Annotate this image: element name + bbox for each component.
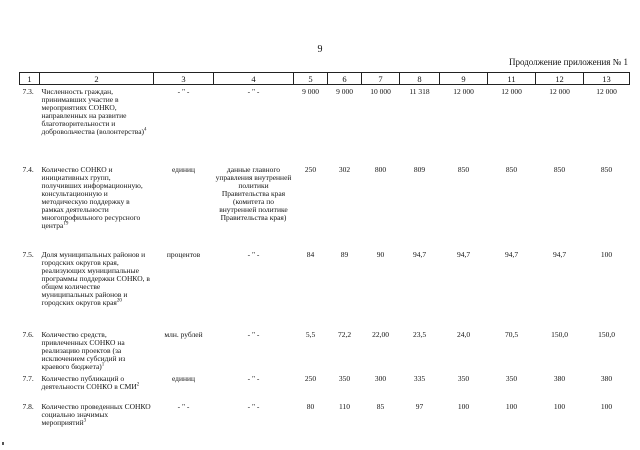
indicator-text: Количество средств, привлеченных СОНКО на реализацию проектов (за исключением субсидий из краевого бюджета) [41,329,126,371]
value-cell: 302 [338,164,351,174]
column-header: 2 [40,73,154,85]
value-cell: 100 [457,401,470,411]
value-cell: 100 [553,401,566,411]
column-header: 9 [440,73,488,85]
table-row [20,248,630,328]
row-number: 7.8. [22,401,34,411]
unit-cell: - " - [177,87,190,96]
footnote-mark: 20 [116,298,122,303]
value-cell: 250 [304,373,317,383]
value-cell: 850 [505,164,518,174]
indicator-name [40,85,154,163]
value-cell: 110 [339,401,350,411]
footnote-mark: 2 [136,382,140,387]
value-cell: 9 000 [302,87,319,96]
value-cell: 150,0 [598,329,615,339]
value-cell: 800 [374,164,387,174]
unit-cell: - " - [177,401,190,411]
value-cell: 100 [600,249,613,259]
value-cell: 12 000 [596,87,617,96]
value-cell: 350 [457,373,470,383]
column-header: 11 [488,73,536,85]
value-cell: 850 [457,164,470,174]
value-cell: 11 318 [409,87,430,96]
value-cell: 89 [340,249,349,259]
scan-speck [2,442,4,445]
value-cell: 10 000 [370,87,391,96]
value-cell: 85 [376,401,385,411]
value-cell: 12 000 [453,87,474,96]
column-header: 7 [362,73,400,85]
value-cell: 97 [415,401,424,411]
source-cell: - " - [247,329,260,339]
value-cell: 94,7 [504,249,519,259]
value-cell: 84 [306,249,315,259]
column-header: 1 [20,73,40,85]
indicator-name [40,400,154,428]
value-cell: 22,00 [372,329,389,339]
value-cell: 100 [600,401,613,411]
value-cell: 100 [505,401,518,411]
source-cell: - " - [247,401,260,411]
indicator-text: Численность граждан, принимавших участие в мероприятиях СОНКО, направленных на развитие благотворительности и добровольчества (волонтерства) [41,87,145,136]
value-cell: 380 [600,373,613,383]
indicator-name [40,372,154,400]
value-cell: 80 [306,401,315,411]
value-cell: 70,5 [504,329,519,339]
appendix-continuation-note: Продолжение приложения № 1 [508,57,628,67]
indicator-name [40,248,154,328]
value-cell: 5,5 [305,329,316,339]
indicator-text: Количество СОНКО и инициативных групп, получивших информационную, консультационную и методическую поддержку в рамках деятельности многопрофильного ресурсного центра [41,164,143,230]
unit-cell: единиц [171,164,196,174]
value-cell: 90 [376,249,385,259]
value-cell: 23,5 [412,329,427,339]
value-cell: 850 [553,164,566,174]
column-header: 13 [584,73,630,85]
value-cell: 12 000 [501,87,522,96]
value-cell: 300 [374,373,387,383]
source-cell: - " - [247,373,260,383]
unit-cell: млн. рублей [164,329,203,339]
value-cell: 9 000 [336,87,353,96]
indicator-name [40,328,154,372]
value-cell: 809 [413,164,426,174]
row-number: 7.4. [22,164,34,174]
column-header: 4 [214,73,294,85]
value-cell: 150,0 [551,329,568,339]
column-header: 5 [294,73,328,85]
unit-cell: процентов [166,249,201,259]
indicator-text: Количество проведенных СОНКО социально значимых мероприятий [41,401,151,427]
column-header: 12 [536,73,584,85]
table-row [20,372,630,400]
row-number: 7.7. [22,373,34,383]
value-cell: 12 000 [549,87,570,96]
table-row [20,163,630,248]
indicator-text: Количество публикаций о деятельности СОНКО в СМИ [41,373,137,391]
row-number: 7.6. [22,329,34,339]
value-cell: 250 [304,164,317,174]
page-number: 9 [317,44,323,55]
column-header: 8 [400,73,440,85]
column-header: 6 [328,73,362,85]
footnote-mark: 19 [63,221,69,226]
value-cell: 850 [600,164,613,174]
table-row [20,85,630,163]
value-cell: 94,7 [412,249,427,259]
table-row [20,328,630,372]
row-number: 7.5. [22,249,34,259]
footnote-mark: 3 [83,418,87,423]
value-cell: 72,2 [337,329,352,339]
indicator-text: Доля муниципальных районов и городских округов края, реализующих муниципальные программы поддержки СОНКО, в общем количестве муниципальных районов и городских округов края [41,249,150,307]
source-cell: - " - [247,87,260,96]
value-cell: 350 [505,373,518,383]
value-cell: 94,7 [552,249,567,259]
row-number: 7.3. [22,87,34,96]
value-cell: 350 [338,373,351,383]
value-cell: 24,0 [456,329,471,339]
value-cell: 335 [413,373,426,383]
indicator-name [40,163,154,248]
source-cell: - " - [247,249,260,259]
value-cell: 94,7 [456,249,471,259]
indicators-table [19,72,630,428]
value-cell: 380 [553,373,566,383]
footnote-mark: 1 [101,362,105,367]
column-number-row [20,73,630,85]
column-header: 3 [154,73,214,85]
footnote-mark: 4 [144,127,147,133]
table-row [20,400,630,428]
unit-cell: единиц [171,373,196,383]
source-cell: данные главного управления внутренней политики Правительства края (комитета по внутренней политике Правительства края) [215,164,292,222]
